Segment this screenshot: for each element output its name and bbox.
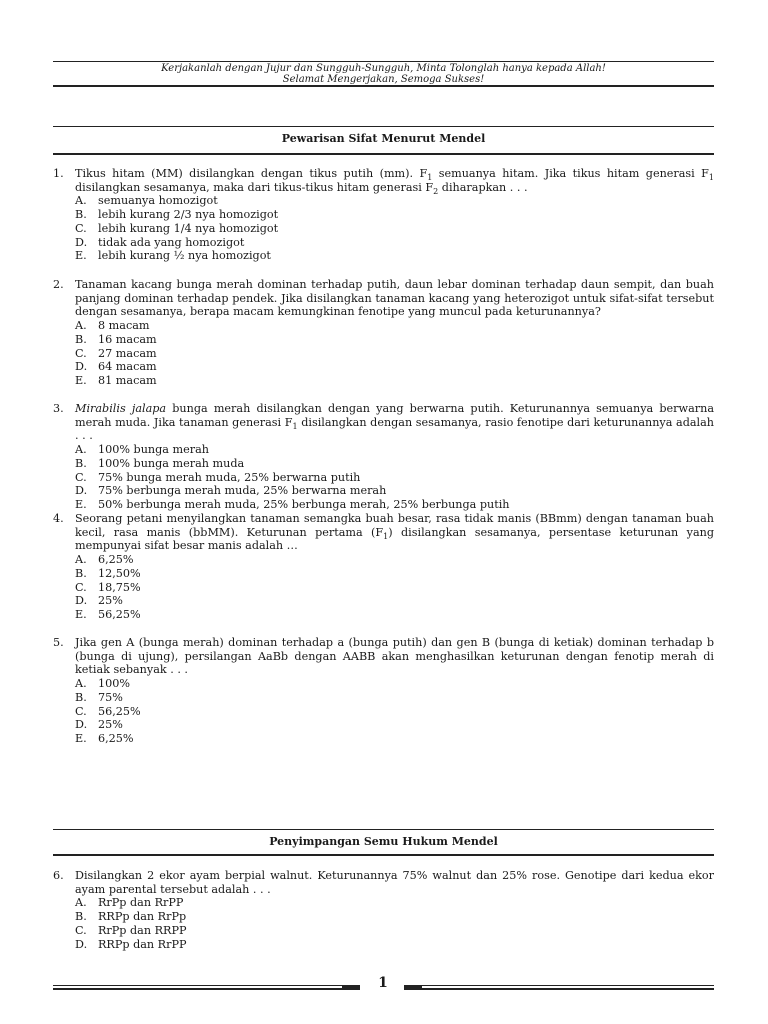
option-letter: A. (75, 553, 87, 567)
answer-option (75, 374, 714, 388)
question-number: 4. (53, 512, 64, 525)
option-text: RrPp dan RrPP (98, 896, 184, 910)
header-motto (53, 63, 714, 85)
option-letter: C. (75, 580, 87, 594)
option-text: 100% bunga merah muda (98, 456, 245, 470)
answer-option (75, 236, 714, 250)
question-stem: Disilangkan 2 ekor ayam berpial walnut. Keturunannya 75% walnut dan 25% rose. Genotipe dari kedua ekor ayam parental tersebut adalah . . . (75, 869, 714, 896)
option-letter: E. (75, 249, 87, 263)
option-text: 12,50% (98, 566, 141, 580)
option-text: 100% bunga merah (98, 443, 209, 457)
section1-bottom-rule (53, 153, 714, 155)
footer-bar-left (342, 985, 360, 990)
question-number: 3. (53, 402, 64, 415)
option-letter: B. (75, 910, 87, 924)
option-text: 56,25% (98, 607, 141, 621)
answer-option (75, 457, 714, 471)
option-letter: A. (75, 194, 87, 208)
option-letter: E. (75, 497, 87, 511)
option-text: lebih kurang 1/4 nya homozigot (98, 221, 279, 235)
answer-option (75, 347, 714, 361)
header-line-1: Kerjakanlah dengan Jujur dan Sungguh-Sungguh, Minta Tolonglah hanya kepada Allah! (161, 63, 606, 74)
question-1 (53, 167, 714, 263)
option-letter: A. (75, 319, 87, 333)
answer-option (75, 608, 714, 622)
option-letter: C. (75, 221, 87, 235)
option-letter: A. (75, 443, 87, 457)
option-letter: C. (75, 470, 87, 484)
header-top-rule (53, 61, 714, 62)
question-number: 5. (53, 636, 64, 649)
section-title: Pewarisan Sifat Menurut Mendel (281, 132, 486, 145)
answer-option (75, 924, 714, 938)
section-title: Penyimpangan Semu Hukum Mendel (269, 835, 498, 848)
answer-option (75, 896, 714, 910)
footer-rule-right-bold (404, 988, 714, 990)
option-text: 6,25% (98, 553, 134, 567)
answer-option (75, 581, 714, 595)
answer-option (75, 208, 714, 222)
answer-option (75, 222, 714, 236)
answer-option (75, 691, 714, 705)
question-stem: Tikus hitam (MM) disilangkan dengan tikus putih (mm). $F_1$ semuanya hitam. Jika tikus hitam generasi $F_1$ disilangkan sesamanya, maka dari tikus-tikus hitam generasi $F_2$ diharapkan . . . (75, 167, 714, 196)
option-text: lebih kurang 2/3 nya homozigot (98, 208, 279, 222)
answer-option (75, 333, 714, 347)
option-text: 75% (98, 690, 123, 704)
question-4 (53, 512, 714, 622)
answer-option (75, 471, 714, 485)
answer-option (75, 677, 714, 691)
option-text: 25% (98, 594, 123, 608)
option-text: semuanya homozigot (98, 194, 218, 208)
answer-option (75, 443, 714, 457)
option-letter: C. (75, 923, 87, 937)
question-3 (53, 402, 714, 512)
answer-option (75, 567, 714, 581)
question-2 (53, 278, 714, 388)
header-line-2: Selamat Mengerjakan, Semoga Sukses! (282, 74, 485, 85)
option-letter: B. (75, 566, 87, 580)
question-6 (53, 869, 714, 951)
footer-rule-left-bold (53, 988, 360, 990)
section1-top-rule (53, 126, 714, 127)
question-stem: Mirabilis jalapa bunga merah disilangkan dengan yang berwarna putih. Keturunannya semuanya berwarna merah muda. Jika tanaman generasi $F_1$ disilangkan dengan sesamanya, rasio fenotipe dari keturunannya adalah . . . (75, 402, 714, 443)
option-text: 64 macam (98, 360, 157, 374)
answer-option (75, 498, 714, 512)
option-letter: D. (75, 235, 88, 249)
answer-option (75, 484, 714, 498)
answer-option (75, 910, 714, 924)
option-letter: D. (75, 718, 88, 732)
section2-bottom-rule (53, 854, 714, 856)
question-stem: Seorang petani menyilangkan tanaman semangka buah besar, rasa tidak manis (BBmm) dengan tanaman buah kecil, rasa manis (bbMM). Keturunan pertama $(F_1)$ disilangkan sesamanya, persentase keturunan yang mempunyai sifat besar manis adalah … (75, 512, 715, 553)
option-letter: D. (75, 937, 88, 951)
option-letter: D. (75, 594, 88, 608)
option-letter: C. (75, 704, 87, 718)
option-text: 8 macam (98, 319, 150, 333)
answer-option (75, 194, 714, 208)
question-5 (53, 636, 714, 746)
header-bottom-rule (53, 85, 714, 87)
option-text: 16 macam (98, 332, 157, 346)
answer-option (75, 732, 714, 746)
answer-option (75, 360, 714, 374)
option-letter: B. (75, 456, 87, 470)
answer-option (75, 938, 714, 952)
question-number: 2. (53, 278, 64, 291)
option-text: 6,25% (98, 731, 134, 745)
option-text: 18,75% (98, 580, 141, 594)
section2-top-rule (53, 829, 714, 830)
option-letter: C. (75, 346, 87, 360)
answer-option (75, 594, 714, 608)
question-stem: Tanaman kacang bunga merah dominan terhadap putih, daun lebar dominan terhadap daun sempit, dan buah panjang dominan terhadap pendek. Jika disilangkan tanaman kacang yang heterozigot untuk sifat-sifat tersebut dengan sesamanya, berapa macam kemungkinan fenotipe yang muncul pada keturunannya? (75, 278, 714, 319)
answer-option (75, 249, 714, 263)
option-text: 27 macam (98, 346, 157, 360)
option-letter: E. (75, 731, 87, 745)
option-text: 81 macam (98, 373, 157, 387)
answer-option (75, 319, 714, 333)
option-letter: B. (75, 690, 87, 704)
answer-option (75, 718, 714, 732)
option-letter: D. (75, 360, 88, 374)
option-text: 50% berbunga merah muda, 25% berbunga merah, 25% berbunga putih (98, 497, 510, 511)
question-stem: Jika gen A (bunga merah) dominan terhadap a (bunga putih) dan gen B (bunga di ketiak) dominan terhadap b (bunga di ujung), persilangan AaBb dengan AABB akan menghasilkan keturunan dengan fenotip merah di ketiak sebanyak . . . (75, 636, 714, 677)
option-text: tidak ada yang homozigot (98, 235, 245, 249)
option-letter: D. (75, 484, 88, 498)
option-text: lebih kurang ½ nya homozigot (98, 249, 271, 263)
question-number: 6. (53, 869, 64, 882)
answer-option (75, 553, 714, 567)
option-text: RrPp dan RRPP (98, 923, 187, 937)
option-letter: A. (75, 896, 87, 910)
option-text: RRPp dan RrPP (98, 937, 187, 951)
option-text: 56,25% (98, 704, 141, 718)
footer-rule-left (53, 985, 360, 986)
option-text: 100% (98, 677, 130, 691)
option-letter: E. (75, 607, 87, 621)
option-letter: A. (75, 677, 87, 691)
option-letter: B. (75, 332, 87, 346)
option-text: 75% bunga merah muda, 25% berwarna putih (98, 470, 361, 484)
footer-rule-right (404, 985, 714, 986)
option-text: RRPp dan RrPp (98, 910, 187, 924)
option-text: 75% berbunga merah muda, 25% berwarna merah (98, 484, 387, 498)
option-letter: E. (75, 373, 87, 387)
page-number: 1 (378, 975, 388, 991)
answer-option (75, 705, 714, 719)
option-text: 25% (98, 718, 123, 732)
option-letter: B. (75, 208, 87, 222)
question-number: 1. (53, 167, 64, 180)
